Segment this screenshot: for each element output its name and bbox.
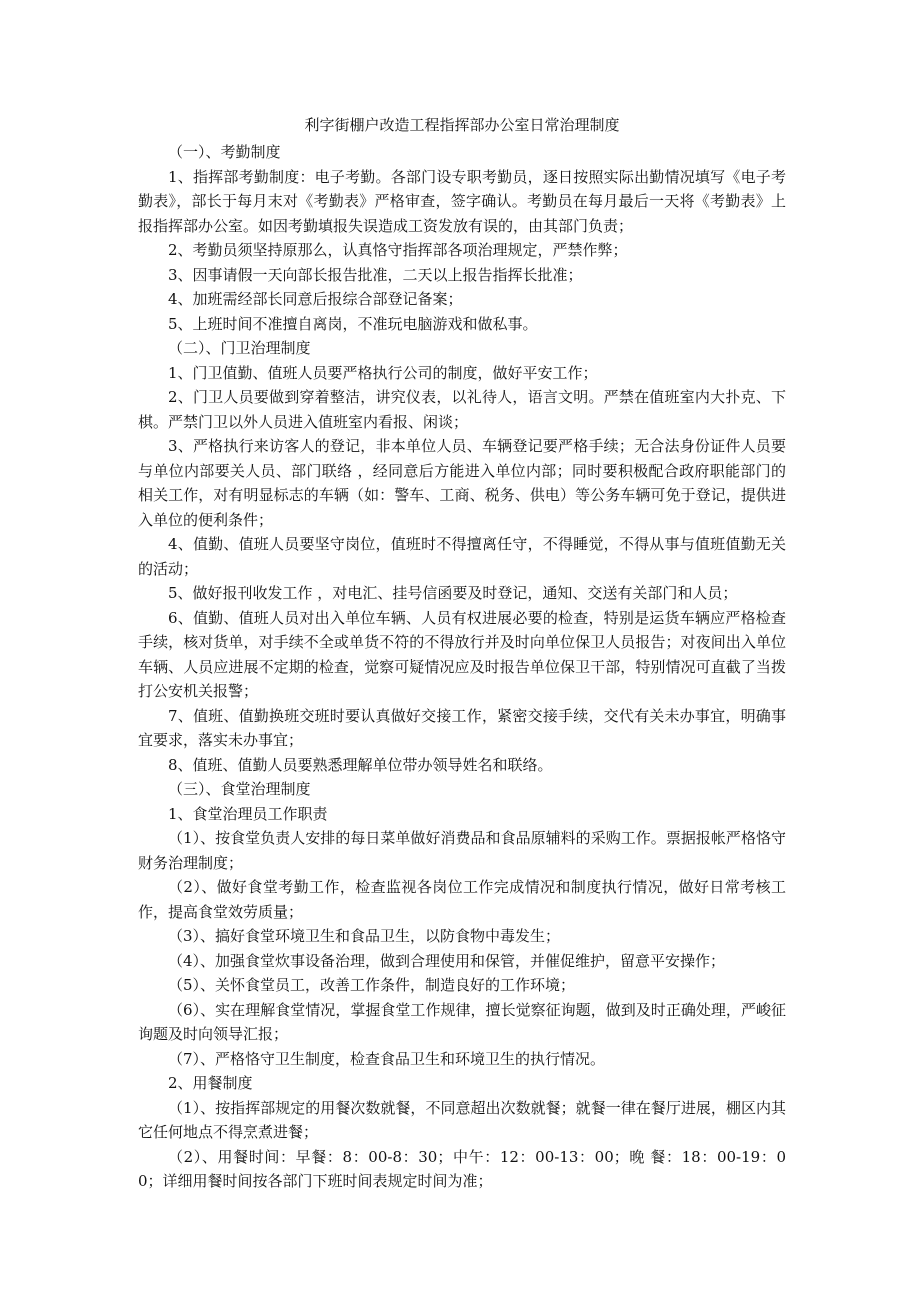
paragraph: （2）、做好食堂考勤工作，检查监视各岗位工作完成情况和制度执行情况，做好日常考核工作，提高食堂效劳质量； (138, 878, 786, 921)
section-heading-canteen: （三）、食堂治理制度 (168, 780, 311, 798)
paragraph: 1、指挥部考勤制度：电子考勤。各部门设专职考勤员，逐日按照实际出勤情况填写《电子考勤表》，部长于每月末对《考勤表》严格审查，签字确认。考勤员在每月最后一天将《考勤表》上报指挥部办公室。如因考勤填报失误造成工资发放有误的，由其部门负责； (138, 167, 786, 235)
subsection-heading-manager-duties: 1、食堂治理员工作职责 (168, 804, 328, 823)
paragraph: 5、做好报刊收发工作 ，对电汇、挂号信函要及时登记，通知、交送有关部门和人员； (168, 584, 738, 602)
paragraph: （7）、严格恪守卫生制度，检查食品卫生和环境卫生的执行情况。 (168, 1049, 606, 1068)
paragraph: 4、值勤、值班人员要坚守岗位，值班时不得擅离任守，不得睡觉，不得从事与值班值勤无关的活动； (138, 535, 786, 578)
paragraph: （6）、实在理解食堂情况，掌握食堂工作规律，擅长觉察征询题，做到及时正确处理，严峻征询题及时向领导汇报； (138, 1000, 786, 1043)
paragraph: 1、门卫值勤、值班人员要严格执行公司的制度，做好平安工作； (168, 363, 598, 382)
paragraph: 2、门卫人员要做到穿着整洁，讲究仪表，以礼待人，语言文明。严禁在值班室内大扑克、下棋。严禁门卫以外人员进入值班室内看报、闲谈； (138, 388, 786, 431)
paragraph: （1）、按指挥部规定的用餐次数就餐，不同意超出次数就餐；就餐一律在餐厅进展，棚区内其它任何地点不得烹煮进餐； (138, 1098, 786, 1141)
paragraph: （4）、加强食堂炊事设备治理，做到合理使用和保管，并催促维护，留意平安操作； (168, 951, 726, 970)
paragraph: （3）、搞好食堂环境卫生和食品卫生，以防食物中毒发生； (168, 927, 561, 945)
paragraph: 2、考勤员须坚持原那么，认真恪守指挥部各项治理规定，严禁作弊； (168, 241, 628, 259)
paragraph: 7、值班、值勤换班交班时要认真做好交接工作，紧密交接手续，交代有关未办事宜，明确事宜要求，落实未办事宜； (138, 706, 786, 749)
paragraph: 5、上班时间不准擅自离岗，不准玩电脑游戏和做私事。 (168, 314, 538, 333)
paragraph: （5）、关怀食堂员工，改善工作条件，制造良好的工作环境； (168, 976, 576, 994)
subsection-heading-dining-rules: 2、用餐制度 (168, 1074, 253, 1092)
paragraph: （1）、按食堂负责人安排的每日菜单做好消费品和食品原辅料的采购工作。票据报帐严格恪守财务治理制度； (138, 829, 786, 872)
paragraph: 4、加班需经部长同意后报综合部登记备案； (168, 290, 463, 308)
paragraph: 8、值班、值勤人员要熟悉理解单位带办领导姓名和联络。 (168, 755, 553, 774)
section-heading-attendance: （一）、考勤制度 (168, 143, 281, 161)
paragraph: 3、严格执行来访客人的登记，非本单位人员、车辆登记要严格手续；无合法身份证件人员要与单位内部要关人员、部门联络 ，经同意后方能进入单位内部；同时要积极配合政府职能部门的相关工作，对有明显标志的车辆（如：警车、工商、税务、供电）等公务车辆可免于登记，提供进入单位的便利条件； (138, 437, 786, 529)
paragraph: （2）、用餐时间：早餐：8：00-8：30；中午：12：00-13：00；晚 餐：18：00-19：00；详细用餐时间按各部门下班时间表规定时间为准； (138, 1147, 786, 1190)
document-page (138, 110, 786, 1194)
section-heading-guard: （二）、门卫治理制度 (168, 339, 311, 357)
paragraph: 3、因事请假一天向部长报告批准，二天以上报告指挥长批准； (168, 265, 583, 284)
paragraph: 6、值勤、值班人员对出入单位车辆、人员有权进展必要的检查，特别是运货车辆应严格检查手续，核对货单，对手续不全或单货不符的不得放行并及时向单位保卫人员报告；对夜间出入单位车辆、人员应进展不定期的检查，觉察可疑情况应及时报告单位保卫干部，特别情况可直截了当拨打公安机关报警； (138, 608, 786, 700)
document-title: 利字街棚户改造工程指挥部办公室日常治理制度 (304, 116, 620, 134)
